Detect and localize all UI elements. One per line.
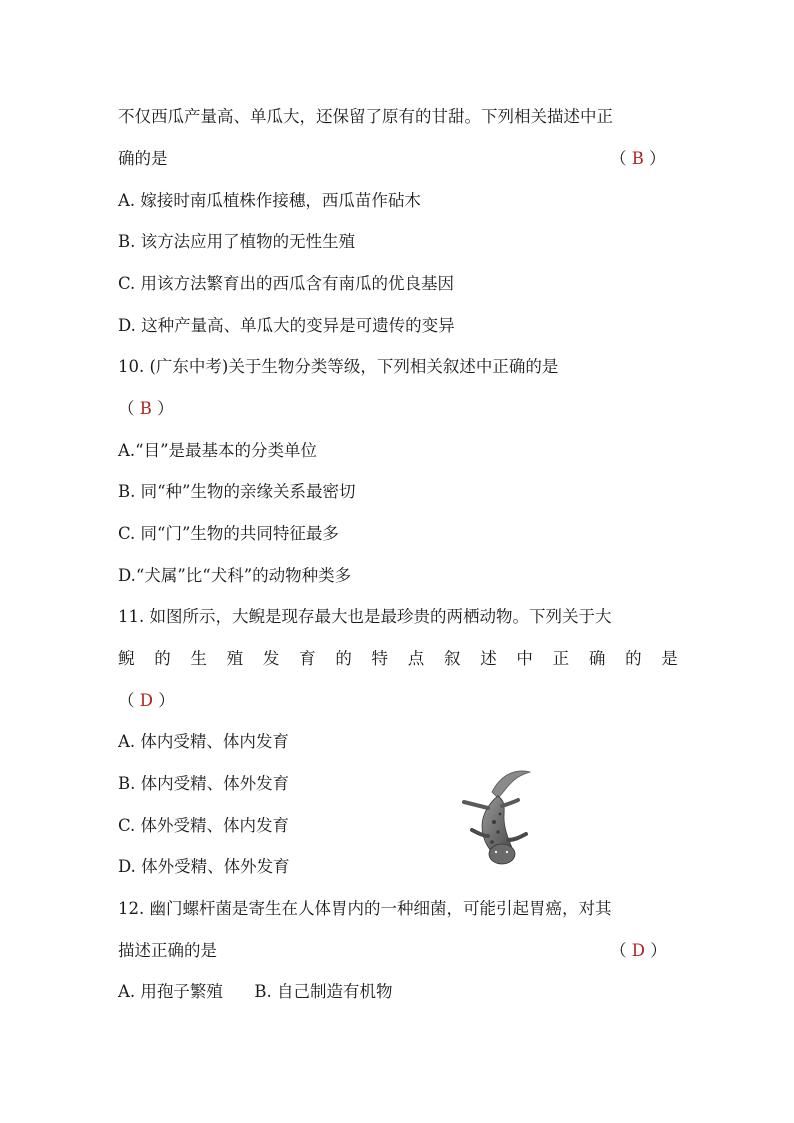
answer-letter: B (139, 399, 152, 418)
q11-option-c: C. 体外受精、体内发育 (118, 816, 290, 835)
q12-stem-line1: 12. 幽门螺杆菌是寄生在人体胃内的一种细菌，可能引起胃癌，对其 (118, 899, 612, 918)
q11-char: 正 (552, 649, 570, 668)
answer-close-paren: ） (649, 149, 666, 168)
q11-char: 发 (262, 649, 280, 668)
q9-option-a: A. 嫁接时南瓜植株作接穗，西瓜苗作砧木 (118, 191, 421, 210)
q12-options-line: A. 用孢子繁殖 B. 自己制造有机物 (118, 982, 393, 1001)
giant-salamander-illustration (452, 762, 536, 866)
q11-char: 育 (299, 649, 316, 668)
q9-option-d: D. 这种产量高、单瓜大的变异是可遗传的变异 (118, 316, 455, 335)
answer-open-paren: （ (118, 399, 135, 418)
q11-option-b: B. 体内受精、体外发育 (118, 774, 290, 793)
q10-option-d: D.“犬属”比“犬科”的动物种类多 (118, 566, 352, 585)
answer-letter: B (631, 149, 644, 168)
q10-option-b: B. 同“种”生物的亲缘关系最密切 (118, 482, 356, 501)
answer-open-paren: （ (118, 691, 135, 710)
q12-stem-line2: 描述正确的是 (118, 941, 217, 960)
q9-option-c: C. 用该方法繁育出的西瓜含有南瓜的优良基因 (118, 274, 455, 293)
answer-letter: D (631, 941, 645, 960)
q11-char: 中 (516, 649, 533, 668)
q11-answer (118, 690, 175, 712)
q11-char: 述 (480, 649, 497, 668)
q11-char: 确 (588, 649, 606, 668)
answer-close-paren: ） (158, 691, 175, 710)
q10-option-a: A.“目”是最基本的分类单位 (118, 441, 318, 460)
q11-char: 殖 (226, 649, 244, 668)
q9-option-b: B. 该方法应用了植物的无性生殖 (118, 232, 356, 251)
q10-stem: 10. (广东中考)关于生物分类等级，下列相关叙述中正确的是 (118, 357, 559, 376)
answer-letter: D (139, 691, 153, 710)
answer-open-paren: （ (610, 149, 627, 168)
q9-stem-line1: 不仅西瓜产量高、单瓜大，还保留了原有的甘甜。下列相关描述中正 (118, 107, 613, 126)
q9-answer (610, 148, 666, 170)
answer-open-paren: （ (610, 941, 627, 960)
q11-char: 是 (661, 649, 678, 668)
answer-close-paren: ） (650, 941, 667, 960)
q11-option-d: D. 体外受精、体外发育 (118, 857, 290, 876)
q11-char: 的 (154, 649, 171, 668)
q11-char: 的 (625, 649, 642, 668)
q9-stem-line2: 确的是 (118, 149, 168, 168)
q12-answer (610, 940, 667, 962)
q11-char: 特 (371, 649, 389, 668)
answer-close-paren: ） (157, 399, 174, 418)
q11-char: 点 (407, 649, 425, 668)
q11-char: 生 (190, 649, 207, 668)
q11-option-a: A. 体内受精、体内发育 (118, 732, 289, 751)
q11-stem-line2 (118, 648, 678, 670)
q10-answer (118, 398, 174, 420)
q11-char: 的 (335, 649, 352, 668)
q11-stem-line1: 11. 如图所示，大鲵是现存最大也是最珍贵的两栖动物。下列关于大 (118, 607, 612, 626)
q11-char: 叙 (443, 649, 461, 668)
q10-option-c: C. 同“门”生物的共同特征最多 (118, 524, 339, 543)
q11-char: 鲵 (118, 649, 135, 668)
